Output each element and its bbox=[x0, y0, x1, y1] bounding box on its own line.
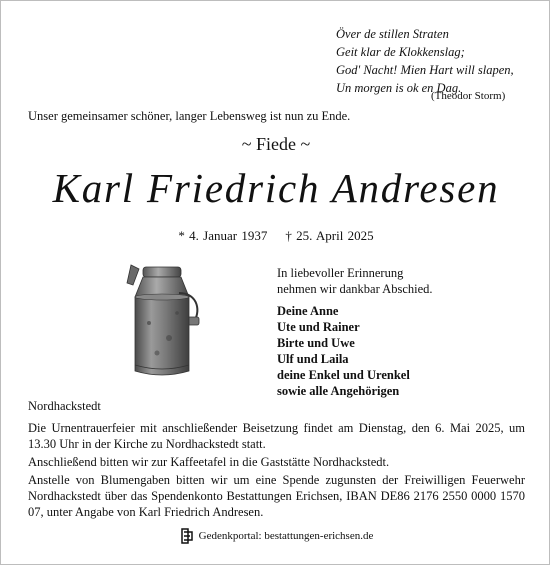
poem-author: (Theodor Storm) bbox=[431, 90, 506, 102]
donation-info: Anstelle von Blumengaben bitten wir um eine Spende zugunsten der Freiwilligen Feuerwehr Nordhackstedt über das Spendenkonto Bestattungen Erichsen, IBAN DE86 2176 2550 0000 1570 07, unter Angabe von Karl Friedrich Andresen. bbox=[28, 473, 525, 519]
family-member: sowie alle Angehörigen bbox=[277, 384, 400, 398]
poem bbox=[336, 25, 536, 97]
memory-line: In liebevoller Erinnerung bbox=[277, 266, 404, 280]
footer bbox=[1, 528, 550, 544]
memory-text bbox=[277, 265, 433, 297]
memory-line: nehmen wir dankbar Abschied. bbox=[277, 282, 433, 296]
deceased-name: Karl Friedrich Andresen bbox=[52, 165, 500, 211]
intro-text: Unser gemeinsamer schöner, langer Lebensweg ist nun zu Ende. bbox=[28, 109, 351, 123]
family-member: Ulf und Laila bbox=[277, 352, 349, 366]
poem-line: God' Nacht! Mien Hart will slapen, bbox=[336, 63, 514, 77]
family-list bbox=[277, 303, 410, 399]
death-date: † 25. April 2025 bbox=[285, 228, 374, 243]
reception-info: Anschließend bitten wir zur Kaffeetafel in die Gaststätte Nordhackstedt. bbox=[28, 455, 390, 469]
family-member: Birte und Uwe bbox=[277, 336, 355, 350]
poem-line: Un morgen is ok en Dag. bbox=[336, 81, 462, 95]
poem-line: Geit klar de Klokkenslag; bbox=[336, 45, 465, 59]
poem-line: Över de stillen Straten bbox=[336, 27, 449, 41]
milk-can-icon bbox=[119, 263, 209, 383]
funeral-info: Die Urnentrauerfeier mit anschließender Beisetzung findet am Dienstag, den 6. Mai 2025, um 13.30 Uhr in der Kirche zu Nordhackstedt statt. bbox=[28, 421, 525, 451]
family-member: Deine Anne bbox=[277, 304, 339, 318]
birth-date: * 4. Januar 1937 bbox=[178, 228, 268, 243]
family-member: Ute und Rainer bbox=[277, 320, 360, 334]
place-name: Nordhackstedt bbox=[28, 399, 101, 413]
life-dates bbox=[1, 228, 550, 244]
gedenkportal-link[interactable]: Gedenkportal: bestattungen-erichsen.de bbox=[198, 530, 374, 542]
gedenkportal-logo-icon bbox=[179, 528, 195, 544]
nickname: ~ Fiede ~ bbox=[241, 134, 311, 154]
family-member: deine Enkel und Urenkel bbox=[277, 368, 410, 382]
